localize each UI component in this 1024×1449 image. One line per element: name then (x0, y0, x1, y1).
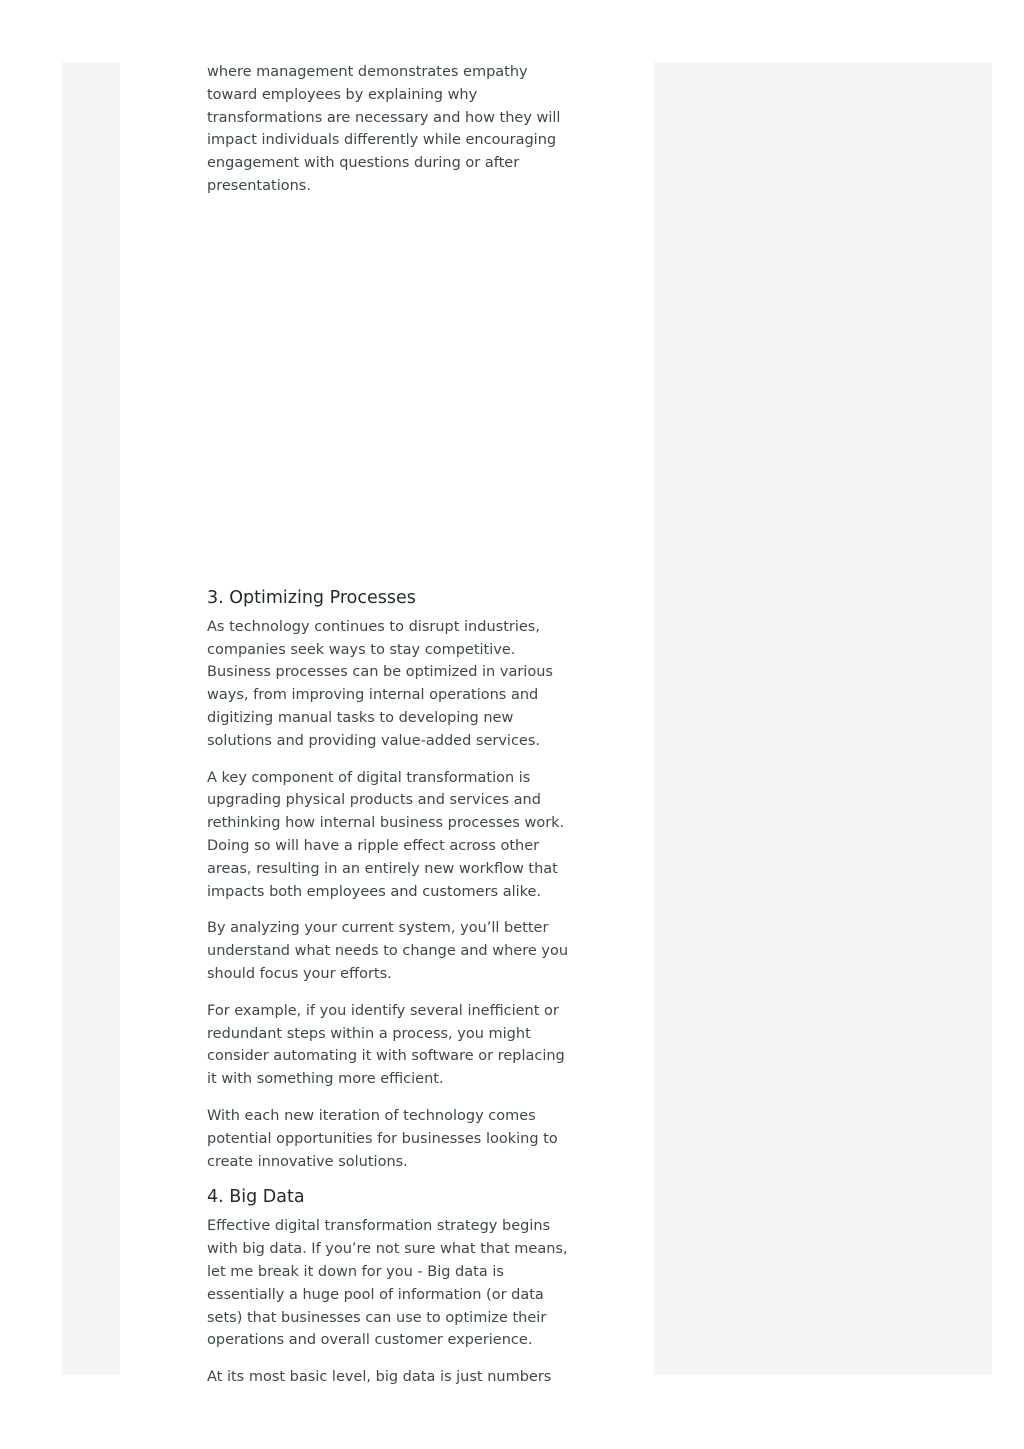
section4-paragraph-1: Effective digital transformation strategy begins with big data. If you’re not sure what that means, let me break it down for you - Big data is essentially a huge pool of information (or data sets) that businesses can use to optimize their operations and overall customer experience. (207, 1218, 568, 1349)
article-content (207, 61, 577, 1386)
left-gutter (62, 62, 120, 1375)
section-heading-big-data: 4. Big Data (207, 1187, 305, 1208)
intro-paragraph: where management demonstrates empathy toward employees by explaining why transformations are necessary and how they will impact individuals differently while encouraging engagement with questions during or after presentations. (207, 64, 561, 194)
section3-paragraph-3: By analyzing your current system, you’ll better understand what needs to change and where you should focus your efforts. (207, 920, 569, 982)
ad-space (207, 212, 577, 586)
right-sidebar (654, 62, 992, 1375)
section3-paragraph-5: With each new iteration of technology comes potential opportunities for businesses looking to create innovative solutions. (207, 1107, 558, 1170)
section3-paragraph-4: For example, if you identify several inefficient or redundant steps within a process, you might consider automating it with software or replacing it with something more efficient. (207, 1002, 565, 1088)
section4-paragraph-2: At its most basic level, big data is just numbers (207, 1369, 552, 1386)
section-heading-optimizing-processes: 3. Optimizing Processes (207, 587, 416, 608)
section3-paragraph-2: A key component of digital transformation is upgrading physical products and services and rethinking how internal business processes work. Doing so will have a ripple effect across other areas, resulting in an entirely new workflow that impacts both employees and customers alike. (207, 769, 565, 900)
section3-paragraph-1: As technology continues to disrupt industries, companies seek ways to stay competitive. Business processes can be optimized in various ways, from improving internal operations and digitizing manual tasks to developing new solutions and providing value-added services. (207, 618, 553, 749)
